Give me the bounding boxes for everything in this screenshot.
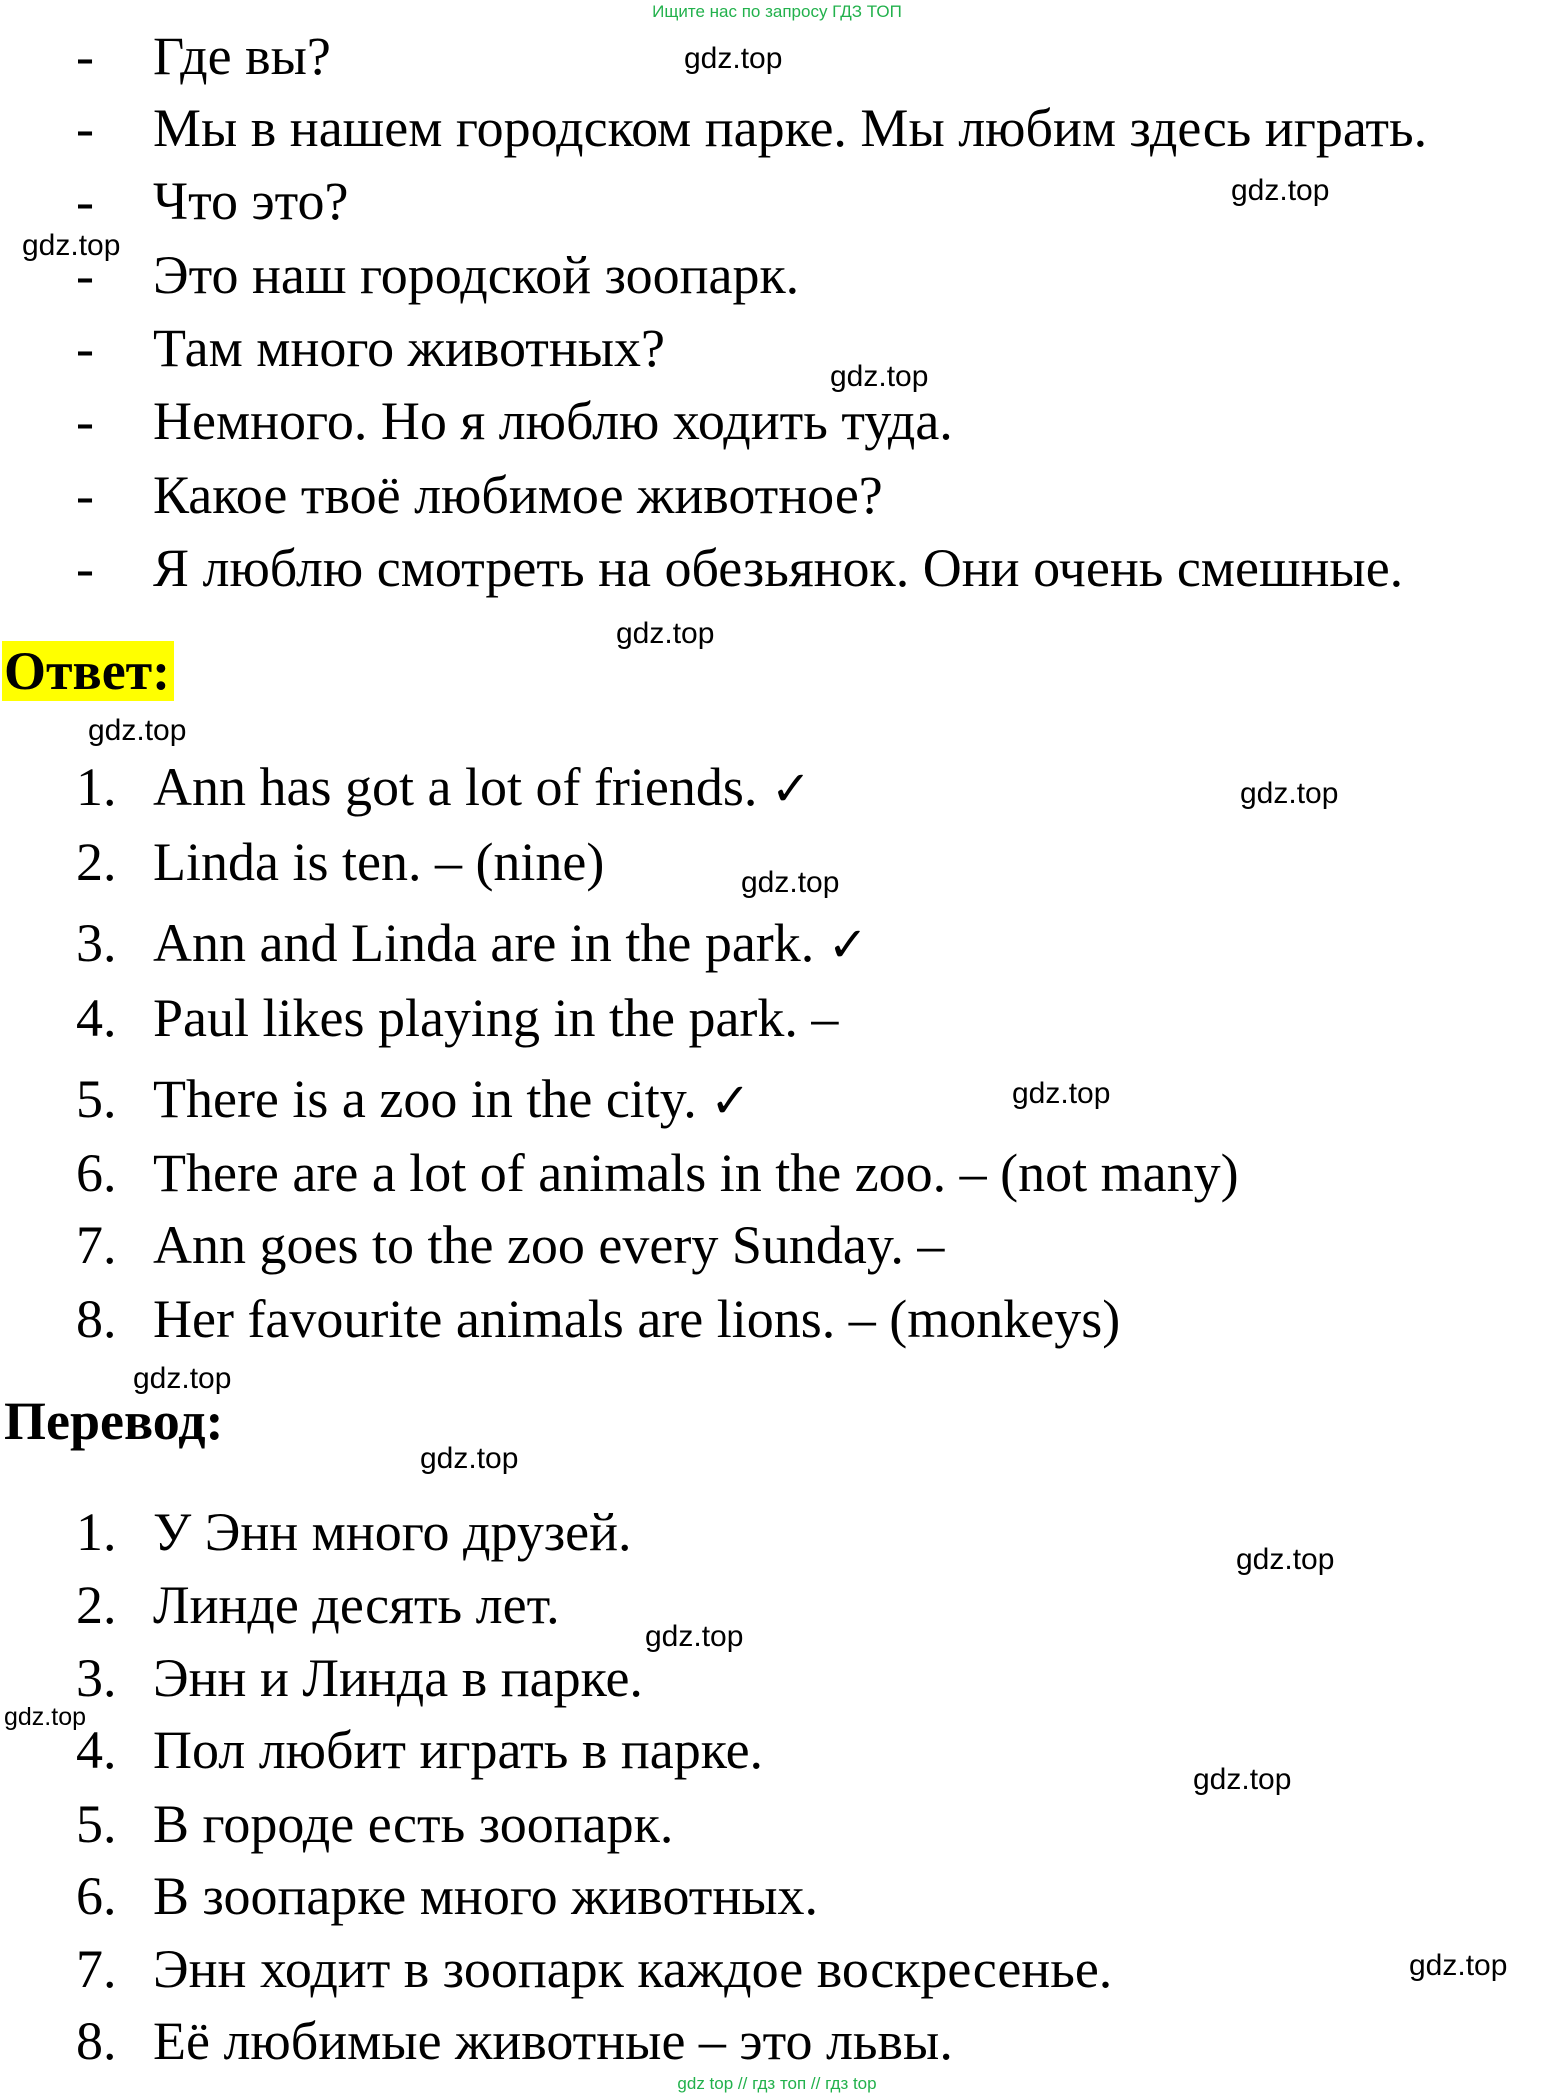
watermark: gdz.top [830,360,929,393]
translation-text: Линде десять лет. [153,1575,560,1635]
watermark: gdz.top [741,866,840,899]
answer-text: Ann has got a lot of friends. [153,757,758,817]
dialogue-text: Это наш городской зоопарк. [153,245,800,305]
answer-number: 1. [76,757,117,817]
dialogue-text: Я люблю смотреть на обезьянок. Они очень смешные. [153,538,1404,598]
dialogue-dash: - [76,465,94,525]
dialogue-text: Где вы? [153,26,331,86]
answer-text-wrap [153,757,811,819]
watermark: gdz.top [22,229,121,262]
answer-text: Linda is ten. – (nine) [153,832,605,892]
watermark: gdz.top [616,617,715,650]
answer-number: 8. [76,1289,117,1349]
watermark: gdz.top [1409,1949,1508,1982]
answer-number: 6. [76,1143,117,1203]
translation-text: Энн и Линда в парке. [153,1648,643,1708]
watermark: gdz.top [1193,1763,1292,1796]
translation-text: В городе есть зоопарк. [153,1794,674,1854]
translation-number: 1. [76,1502,117,1562]
watermark: gdz.top [420,1442,519,1475]
check-icon: ✓ [770,761,812,817]
bottom-banner: gdz top // гдз топ // гдз top [677,2074,877,2093]
answer-text-wrap [153,913,868,975]
check-icon: ✓ [827,917,868,973]
answer-text: Her favourite animals are lions. – (monkeys) [153,1289,1121,1349]
dialogue-text: Мы в нашем городском парке. Мы любим здесь играть. [153,98,1428,158]
watermark: gdz.top [1012,1077,1111,1110]
answer-number: 4. [76,988,117,1048]
answer-text: There is a zoo in the city. [153,1069,697,1129]
translation-text: Пол любит играть в парке. [153,1720,764,1780]
dialogue-text: Что это? [153,171,349,231]
watermark: gdz.top [133,1362,232,1395]
translation-number: 3. [76,1648,117,1708]
translation-heading: Перевод: [4,1391,224,1451]
watermark: gdz.top [88,714,187,747]
dialogue-dash: - [76,171,94,231]
watermark: gdz.top [4,1703,87,1731]
watermark: gdz.top [1240,777,1339,810]
watermark: gdz.top [1236,1543,1335,1576]
answer-text-wrap [153,1069,751,1131]
dialogue-dash: - [76,538,94,598]
translation-number: 4. [76,1720,117,1780]
translation-number: 6. [76,1866,117,1926]
top-banner: Ищите нас по запросу ГДЗ ТОП [652,2,902,21]
dialogue-text: Немного. Но я люблю ходить туда. [153,391,953,451]
answer-heading-highlight: Ответ: [2,641,174,701]
translation-text: У Энн много друзей. [153,1502,632,1562]
answer-heading [2,640,174,702]
translation-text: В зоопарке много животных. [153,1866,819,1926]
answer-number: 2. [76,832,117,892]
answer-text: There are a lot of animals in the zoo. – (not many) [153,1143,1239,1203]
dialogue-dash: - [76,318,94,378]
check-icon: ✓ [710,1073,751,1129]
dialogue-dash: - [76,26,94,86]
answer-number: 7. [76,1215,117,1275]
translation-number: 7. [76,1939,117,1999]
translation-number: 2. [76,1575,117,1635]
watermark: gdz.top [1231,174,1330,207]
dialogue-dash: - [76,98,94,158]
dialogue-text: Там много животных? [153,318,666,378]
translation-text: Её любимые животные – это львы. [153,2011,953,2071]
answer-text: Paul likes playing in the park. – [153,988,839,1048]
answer-text: Ann goes to the zoo every Sunday. – [153,1215,945,1275]
answer-text: Ann and Linda are in the park. [153,913,815,973]
translation-text: Энн ходит в зоопарк каждое воскресенье. [153,1939,1113,1999]
translation-number: 5. [76,1794,117,1854]
watermark: gdz.top [645,1620,744,1653]
translation-number: 8. [76,2011,117,2071]
dialogue-dash: - [76,245,94,305]
dialogue-dash: - [76,391,94,451]
dialogue-text: Какое твоё любимое животное? [153,465,883,525]
answer-number: 5. [76,1069,117,1129]
answer-number: 3. [76,913,117,973]
watermark: gdz.top [684,42,783,75]
